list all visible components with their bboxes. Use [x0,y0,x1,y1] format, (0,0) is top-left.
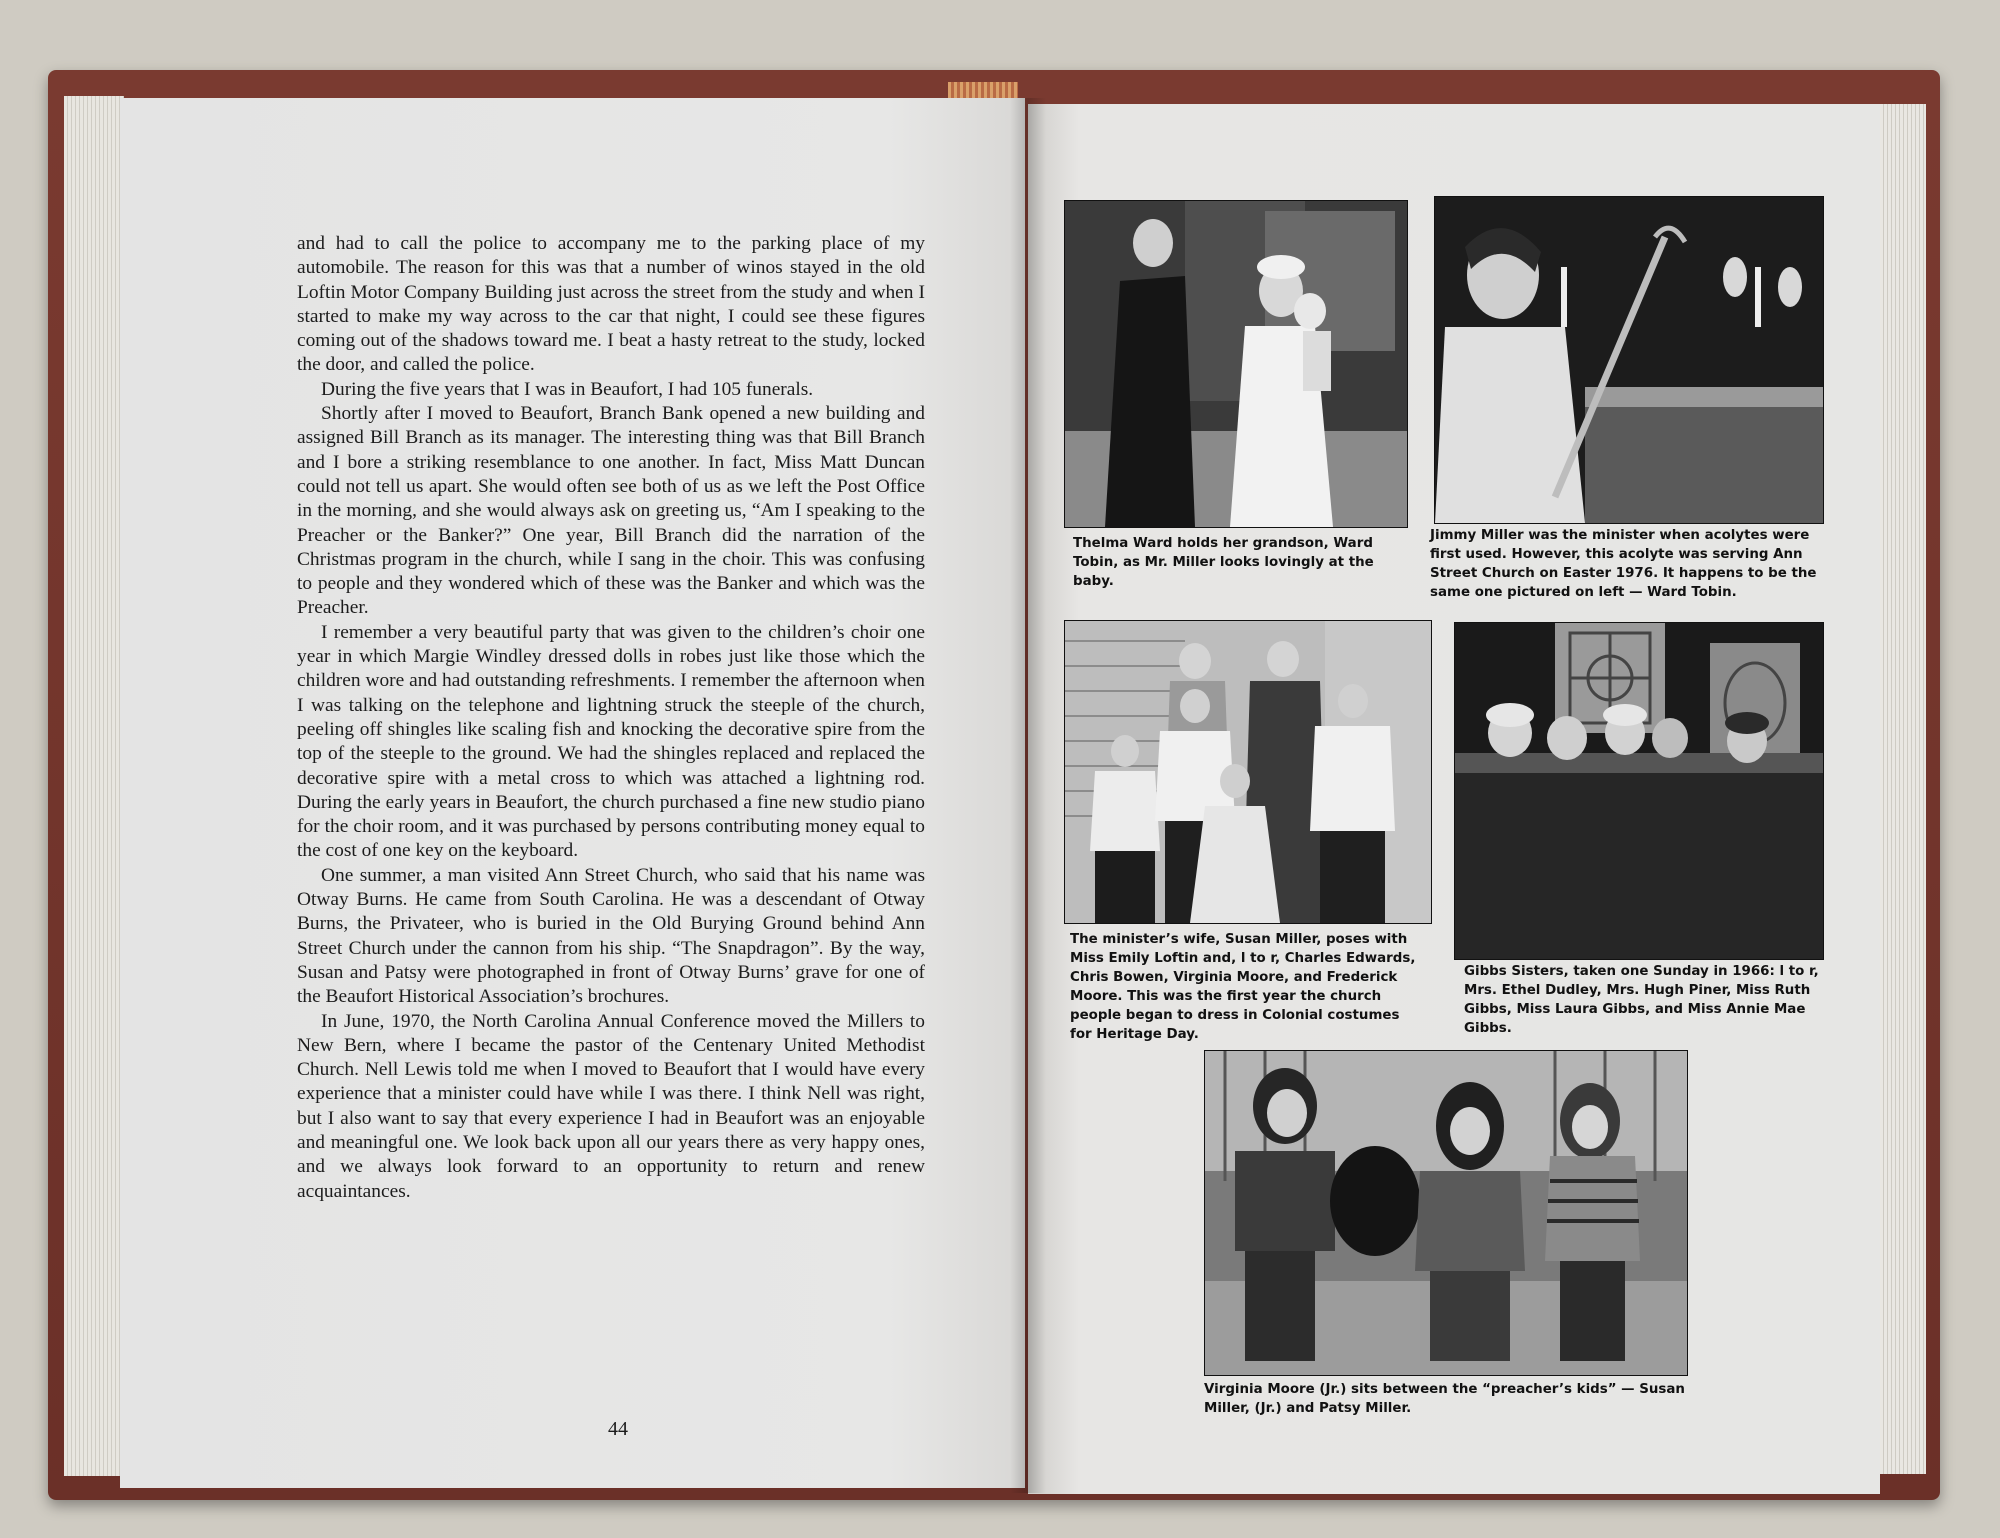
spine-gutter [1010,98,1046,1493]
left-page-body [297,232,925,1204]
caption-photo3: The minister’s wife, Susan Miller, poses with Miss Emily Loftin and, l to r, Charles Edwards, Chris Bowen, Virginia Moore, and Frederick Moore. This was the first year the church people began to dress in Colonial costumes for Heritage Day. [1070,932,1416,1042]
page-number: 44 [608,1418,628,1440]
photo-preachers-kids [1204,1050,1688,1376]
photo-acolyte [1434,196,1824,524]
caption-photo2: Jimmy Miller was the minister when acolytes were first used. However, this acolyte was serving Ann Street Church on Easter 1976. It happens to be the same one pictured on left — Ward Tobin. [1430,528,1817,600]
photo-gibbs-sisters [1454,622,1824,960]
paragraph: In June, 1970, the North Carolina Annual Conference moved the Millers to New Bern, where I became the pastor of the Centenary United Methodist Church. Nell Lewis told me when I moved to Beaufort that I would have every experience that a minister could have while I was there. I think Nell was right, but I also want to say that every experience I had in Beaufort was an enjoyable and meaningful one. We look back upon all our years there as very happy ones, and we always look forward to an opportunity to return and renew acquaintances. [297,1010,925,1202]
paragraph: I remember a very beautiful party that was given to the children’s choir one year in which Margie Windley dressed dolls in robes just like those which the children wore and had outstanding refreshments. I remember the afternoon when I was talking on the telephone and lightning struck the steeple of the church, peeling off shingles like scaling fish and knocking the decorative spire from the top of the steeple to the ground. We had the shingles replaced and replaced the decorative spire with a metal cross to which was attached a lightning rod. During the early years in Beaufort, the church purchased a fine new studio piano for the choir room, and it was purchased by persons contributing money equal to the cost of one key on the keyboard. [297,621,925,862]
photo-heritage-day [1064,620,1432,924]
paragraph: and had to call the police to accompany me to the parking place of my automobile. The reason for this was that a number of winos stayed in the old Loftin Motor Company Building just across the street from the study and when I started to make my way across to the car that night, I could see these figures coming out of the shadows toward me. I beat a hasty retreat to the study, locked the door, and called the police. [297,233,925,376]
caption-photo4: Gibbs Sisters, taken one Sunday in 1966: l to r, Mrs. Ethel Dudley, Mrs. Hugh Piner, Miss Ruth Gibbs, Miss Laura Gibbs, and Miss Annie Mae Gibbs. [1464,964,1819,1036]
caption-photo1: Thelma Ward holds her grandson, Ward Tobin, as Mr. Miller looks lovingly at the baby. [1073,536,1374,589]
page-block-edge-left [64,96,124,1476]
bookmark-ribbon [948,82,1018,98]
paragraph: Shortly after I moved to Beaufort, Branch Bank opened a new building and assigned Bill Branch as its manager. The interesting thing was that Bill Branch and I bore a striking resemblance to one another. In fact, Miss Matt Duncan could not tell us apart. She would often see both of us as we left the Post Office in the morning, and she would always ask on greeting us, “Am I speaking to the Preacher or the Banker?” One year, Bill Branch did the narration of the Christmas program in the church, while I sang in the choir. This was confusing to people and they wondered which of these was the Banker and which was the Preacher. [297,403,925,619]
paragraph: During the five years that I was in Beaufort, I had 105 funerals. [321,378,814,400]
caption-photo5: Virginia Moore (Jr.) sits between the “preacher’s kids” — Susan Miller, (Jr.) and Patsy Miller. [1204,1382,1685,1416]
photo-thelma-ward [1064,200,1408,528]
paragraph: One summer, a man visited Ann Street Church, who said that his name was Otway Burns. He came from South Carolina. He was a descendant of Otway Burns, the Privateer, who is buried in the Old Burying Ground behind Ann Street Church under the cannon from his ship. “The Snapdragon”. By the way, Susan and Patsy were photographed in front of Otway Burns’ grave for one of the Beaufort Historical Association’s brochures. [297,864,925,1008]
page-block-edge-right [1876,104,1926,1474]
